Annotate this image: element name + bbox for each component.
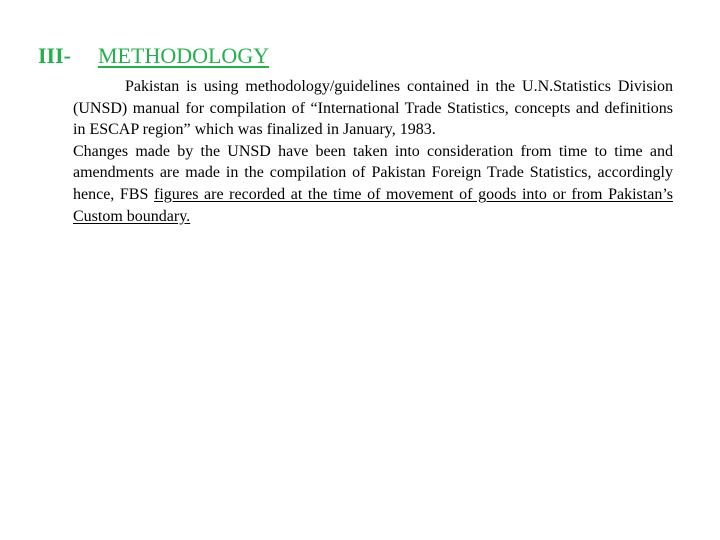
- paragraph-changes-text: Changes made by the UNSD have been taken into consideration from time to time and amendments are made in the compilation of Pakistan Foreign Trade Statistics, accordingly hence, FBS: [73, 142, 673, 203]
- paragraph-changes-underlined: figures are recorded at the time of movement of goods into or from Pakistan’s Custom boundary.: [73, 185, 673, 225]
- paragraph-guidelines: Pakistan is using methodology/guidelines contained in the U.N.Statistics Division (UNSD) manual for compilation of “International Trade Statistics, concepts and definitions in ESCAP region” which was finalized in January, 1983.: [73, 78, 673, 139]
- section-heading: [38, 42, 269, 70]
- section-title: METHODOLOGY: [98, 43, 270, 68]
- section-number: III-: [38, 43, 72, 68]
- paragraph-changes: [73, 141, 673, 227]
- methodology-body: [73, 76, 673, 227]
